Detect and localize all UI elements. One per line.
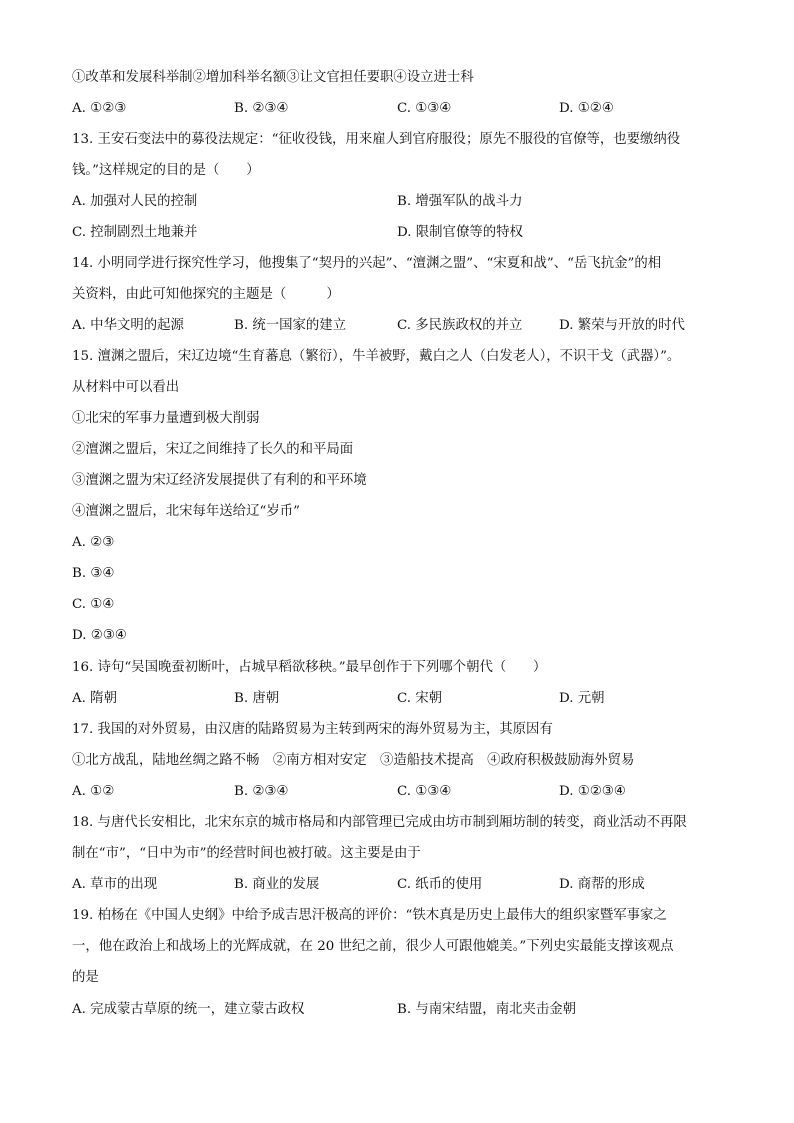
q13-stem-line-2: 钱。”这样规定的目的是（ ） xyxy=(72,163,260,178)
q15-statement-3: ③澶渊之盟为宋辽经济发展提供了有利的和平环境 xyxy=(72,473,367,488)
q16-option-b: B. 唐朝 xyxy=(234,691,280,706)
q13-option-b: B. 增强军队的战斗力 xyxy=(397,194,523,209)
q17-option-a: A. ①② xyxy=(72,784,115,799)
q18-option-b: B. 商业的发展 xyxy=(234,877,320,892)
q15-statement-4: ④澶渊之盟后，北宋每年送给辽“岁币” xyxy=(72,504,300,519)
q15-stem-line-1: 15. 澶渊之盟后，宋辽边境“生育蕃息（繁衍），牛羊被野，戴白之人（白发老人），不识干戈（武器）”。 xyxy=(72,349,681,364)
q13-option-c: C. 控制剧烈土地兼并 xyxy=(72,225,198,240)
q13-stem-line-1: 13. 王安石变法中的募役法规定：“征收役钱，用来雇人到官府服役；原先不服役的官僚等，也要缴纳役 xyxy=(72,132,681,147)
q13-option-a: A. 加强对人民的控制 xyxy=(72,194,198,209)
q13-option-d: D. 限制官僚等的特权 xyxy=(397,225,523,240)
q16-option-d: D. 元朝 xyxy=(559,691,605,706)
q18-option-d: D. 商帮的形成 xyxy=(559,877,645,892)
q15-option-d: D. ②③④ xyxy=(72,628,127,643)
q19-option-a: A. 完成蒙古草原的统一，建立蒙古政权 xyxy=(72,1002,305,1017)
q15-statement-2: ②澶渊之盟后，宋辽之间维持了长久的和平局面 xyxy=(72,442,354,457)
q19-stem-line-3: 的是 xyxy=(72,970,99,985)
q18-option-c: C. 纸币的使用 xyxy=(397,877,483,892)
q17-option-b: B. ②③④ xyxy=(234,784,289,799)
q14-option-b: B. 统一国家的建立 xyxy=(234,318,347,333)
q15-option-c: C. ①④ xyxy=(72,597,115,612)
q14-option-c: C. 多民族政权的并立 xyxy=(397,318,523,333)
q14-stem-line-2: 关资料，由此可知他探究的主题是（ ） xyxy=(72,287,340,302)
q12-option-b: B. ②③④ xyxy=(234,101,289,116)
q19-stem-line-1: 19. 柏杨在《中国人史纲》中给予成吉思汗极高的评价：“铁木真是历史上最伟大的组织家暨军事家之 xyxy=(72,908,667,923)
q12-option-a: A. ①②③ xyxy=(72,101,127,116)
q16-option-a: A. 隋朝 xyxy=(72,691,117,706)
q19-option-b: B. 与南宋结盟，南北夹击金朝 xyxy=(397,1002,577,1017)
q17-option-c: C. ①③④ xyxy=(397,784,452,799)
q17-statements: ①北方战乱，陆地丝绸之路不畅 ②南方相对安定 ③造船技术提高 ④政府积极鼓励海外贸易 xyxy=(72,753,635,768)
q12-option-c: C. ①③④ xyxy=(397,101,452,116)
q15-option-a: A. ②③ xyxy=(72,535,115,550)
q15-option-b: B. ③④ xyxy=(72,566,115,581)
q14-stem-line-1: 14. 小明同学进行探究性学习，他搜集了“契丹的兴起”、“澶渊之盟”、“宋夏和战”、“岳飞抗金”的相 xyxy=(72,256,662,271)
q14-option-a: A. 中华文明的起源 xyxy=(72,318,184,333)
q18-stem-line-2: 制在“市”，“日中为市”的经营时间也被打破。这主要是由于 xyxy=(72,846,421,861)
q14-option-d: D. 繁荣与开放的时代 xyxy=(559,318,685,333)
q15-stem-line-2: 从材料中可以看出 xyxy=(72,380,180,395)
q19-stem-line-2: 一，他在政治上和战场上的光辉成就，在 20 世纪之前，很少人可跟他媲美。”下列史实最能支撑该观点 xyxy=(72,939,674,954)
q12-statements: ①改革和发展科举制②增加科举名额③让文官担任要职④设立进士科 xyxy=(72,70,474,85)
q15-statement-1: ①北宋的军事力量遭到极大削弱 xyxy=(72,411,260,426)
q17-stem: 17. 我国的对外贸易，由汉唐的陆路贸易为主转到两宋的海外贸易为主，其原因有 xyxy=(72,722,553,737)
q16-stem: 16. 诗句“吴国晚蚕初断叶，占城早稻欲移秧。”最早创作于下列哪个朝代（ ） xyxy=(72,660,547,675)
q18-stem-line-1: 18. 与唐代长安相比，北宋东京的城市格局和内部管理已完成由坊市制到厢坊制的转变，商业活动不再限 xyxy=(72,815,687,830)
q17-option-d: D. ①②③④ xyxy=(559,784,626,799)
q12-option-d: D. ①②④ xyxy=(559,101,614,116)
q16-option-c: C. 宋朝 xyxy=(397,691,443,706)
q18-option-a: A. 草市的出现 xyxy=(72,877,158,892)
